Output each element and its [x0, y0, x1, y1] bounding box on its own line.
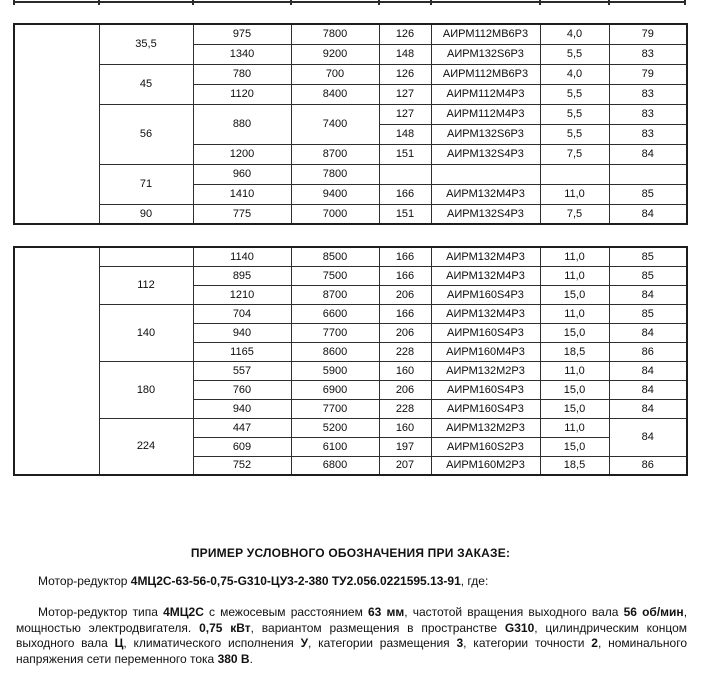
designation-bold-part: 2	[591, 636, 598, 650]
table-cell: АИРМ132S6Р3	[431, 124, 540, 144]
table-cell: 148	[379, 44, 431, 64]
table-cell: 83	[609, 84, 687, 104]
column-tick	[290, 0, 292, 5]
text-run: с межосевым расстоянием	[203, 605, 368, 619]
table-row	[14, 266, 687, 285]
designation-bold-part: 4МЦ2С	[163, 605, 204, 619]
table-row	[14, 361, 687, 380]
table-cell: 228	[379, 342, 431, 361]
table-row	[14, 24, 687, 44]
table-cell: 56	[99, 104, 193, 164]
table-cell: 224	[99, 418, 193, 475]
table-cell: 84	[609, 380, 687, 399]
text-run: , вариантом размещения в пространстве	[250, 620, 505, 635]
table-cell: АИРМ132S4Р3	[431, 204, 540, 224]
table-cell: 940	[193, 399, 291, 418]
table-cell: 206	[379, 285, 431, 304]
table-cell: 447	[193, 418, 291, 437]
table-cell: 166	[379, 304, 431, 323]
text-run: Мотор-редуктор	[38, 574, 131, 588]
table-cell: 1120	[193, 84, 291, 104]
table-cell: 86	[609, 456, 687, 475]
table-cell: 1410	[193, 184, 291, 204]
table-cell: 704	[193, 304, 291, 323]
table-cell: 5,5	[540, 84, 609, 104]
table-row	[14, 64, 687, 84]
table-cell: 11,0	[540, 266, 609, 285]
designation-description-paragraph	[16, 605, 687, 667]
table-cell: АИРМ160S4Р3	[431, 399, 540, 418]
table-cell: 85	[609, 247, 687, 266]
table-cell: АИРМ160М4Р3	[431, 342, 540, 361]
table-cell: 7700	[291, 323, 379, 342]
table-cell-empty	[609, 164, 687, 184]
table-cell: 895	[193, 266, 291, 285]
table-cell-empty	[431, 164, 540, 184]
column-tick	[608, 0, 610, 5]
table-row	[14, 304, 687, 323]
table-cell: АИРМ132М4Р3	[431, 247, 540, 266]
table-cell: 9400	[291, 184, 379, 204]
table-cell: АИРМ132S6Р3	[431, 44, 540, 64]
table-cell: 45	[99, 64, 193, 104]
table-cell: 7,5	[540, 144, 609, 164]
table-cell: 83	[609, 124, 687, 144]
text-run: , категории точности	[463, 636, 592, 650]
table-cell: АИРМ132М2Р3	[431, 418, 540, 437]
table-cell: 197	[379, 437, 431, 456]
table-cell: 975	[193, 24, 291, 44]
column-tick	[13, 0, 15, 5]
table-cell: 6100	[291, 437, 379, 456]
column-tick	[684, 0, 686, 5]
table-cell: 775	[193, 204, 291, 224]
table-cell: 752	[193, 456, 291, 475]
table-cell: 166	[379, 184, 431, 204]
table-cell-empty	[379, 164, 431, 184]
table-cell: 180	[99, 361, 193, 418]
table-cell: АИРМ132М4Р3	[431, 304, 540, 323]
table-cell: 8400	[291, 84, 379, 104]
table-cell: АИРМ132М4Р3	[431, 184, 540, 204]
table-cell: 166	[379, 266, 431, 285]
table-cell: 557	[193, 361, 291, 380]
table-cell: 8700	[291, 144, 379, 164]
table-cell: 11,0	[540, 184, 609, 204]
table-cell: 206	[379, 323, 431, 342]
table-cell: 84	[609, 418, 687, 456]
table-cell: 71	[99, 164, 193, 204]
table-cell: 83	[609, 44, 687, 64]
table-cell-empty	[14, 24, 99, 224]
designation-bold-part: 63 мм	[367, 605, 405, 619]
table-cell-empty	[540, 164, 609, 184]
table-cell: 84	[609, 144, 687, 164]
designation-bold-part: G310	[504, 620, 535, 635]
table-cell: 960	[193, 164, 291, 184]
table-cell: 7000	[291, 204, 379, 224]
table-cell: 940	[193, 323, 291, 342]
table-cell: 780	[193, 64, 291, 84]
table-cell: 1140	[193, 247, 291, 266]
table-cell: АИРМ160S2Р3	[431, 437, 540, 456]
table-cell: 151	[379, 204, 431, 224]
table-cell: 15,0	[540, 437, 609, 456]
table-cell: 5200	[291, 418, 379, 437]
table-cell: АИРМ112МВ6Р3	[431, 24, 540, 44]
table-cell: АИРМ160М2Р3	[431, 456, 540, 475]
table-cell: 1340	[193, 44, 291, 64]
table-row	[14, 418, 687, 437]
table-cell: 4,0	[540, 24, 609, 44]
table-cell-empty	[14, 247, 99, 475]
table-cell: 4,0	[540, 64, 609, 84]
table-cell: АИРМ160S4Р3	[431, 323, 540, 342]
column-tick	[98, 0, 100, 5]
table-cell: 15,0	[540, 285, 609, 304]
table-cell: 79	[609, 24, 687, 44]
table-cell: 85	[609, 184, 687, 204]
table-cell: 228	[379, 399, 431, 418]
table-cell: 15,0	[540, 399, 609, 418]
table-cell: 7400	[291, 104, 379, 144]
table-cell: АИРМ132S4Р3	[431, 144, 540, 164]
text-run: , цилиндрическим концом выходного вала	[16, 620, 687, 650]
table-row	[14, 204, 687, 224]
table-cell: 15,0	[540, 380, 609, 399]
designation-bold-part: 3	[456, 636, 464, 650]
table-cell: 5,5	[540, 124, 609, 144]
table-cell: 84	[609, 285, 687, 304]
table-cell: 126	[379, 64, 431, 84]
text-run: .	[249, 651, 253, 666]
table-cell: 1165	[193, 342, 291, 361]
table-cell: 86	[609, 342, 687, 361]
text-run: , где:	[460, 574, 489, 588]
table-cell: 7800	[291, 164, 379, 184]
table-row	[14, 247, 687, 266]
table-cell: АИРМ112М4Р3	[431, 104, 540, 124]
text-run: , частотой вращения выходного вала	[404, 605, 624, 619]
table-cell: АИРМ160S4Р3	[431, 380, 540, 399]
table-cell: 8500	[291, 247, 379, 266]
designation-bold-part: Ц	[114, 636, 124, 650]
column-tick	[430, 0, 432, 5]
table-cell: 15,0	[540, 323, 609, 342]
table-cell: 760	[193, 380, 291, 399]
table-cell: 11,0	[540, 418, 609, 437]
table-cell: 84	[609, 361, 687, 380]
table-cell: 160	[379, 418, 431, 437]
table-cell: 18,5	[540, 456, 609, 475]
text-run: , мощностью электродвигателя.	[16, 605, 688, 635]
table-cell: 18,5	[540, 342, 609, 361]
designation-bold-part: У	[300, 636, 309, 650]
column-tick	[192, 0, 194, 5]
cut-off-table-edge-line	[13, 1, 686, 3]
table-cell: 880	[193, 104, 291, 144]
table-cell: 112	[99, 266, 193, 304]
table-cell: 79	[609, 64, 687, 84]
motor-reducer-spec-table-lower	[13, 246, 688, 476]
table-cell: 84	[609, 204, 687, 224]
table-cell: 7700	[291, 399, 379, 418]
table-cell: АИРМ112М4Р3	[431, 84, 540, 104]
table-cell: 207	[379, 456, 431, 475]
table-cell: АИРМ112МВ6Р3	[431, 64, 540, 84]
table-cell: 8700	[291, 285, 379, 304]
table-cell: 90	[99, 204, 193, 224]
table-cell: 9200	[291, 44, 379, 64]
table-cell: 160	[379, 361, 431, 380]
motor-reducer-spec-table-upper	[13, 23, 688, 225]
table-cell: 5900	[291, 361, 379, 380]
column-tick	[539, 0, 541, 5]
example-order-heading: ПРИМЕР УСЛОВНОГО ОБОЗНАЧЕНИЯ ПРИ ЗАКАЗЕ:	[190, 546, 511, 560]
table-cell: 11,0	[540, 247, 609, 266]
table-cell: 8600	[291, 342, 379, 361]
table-cell: 151	[379, 144, 431, 164]
table-cell: 6600	[291, 304, 379, 323]
table-cell: 6900	[291, 380, 379, 399]
table-cell: 85	[609, 304, 687, 323]
order-designation-line	[16, 574, 687, 588]
table-cell: 35,5	[99, 24, 193, 64]
table-row	[14, 104, 687, 124]
table-cell: 166	[379, 247, 431, 266]
table-cell: 11,0	[540, 304, 609, 323]
table-cell: 126	[379, 24, 431, 44]
text-run: Мотор-редуктор типа	[38, 605, 164, 619]
table-cell: 5,5	[540, 104, 609, 124]
table-cell: 609	[193, 437, 291, 456]
table-cell-empty	[99, 247, 193, 266]
table-cell: 127	[379, 84, 431, 104]
column-tick	[378, 0, 380, 5]
table-cell: 84	[609, 323, 687, 342]
table-cell: 700	[291, 64, 379, 84]
text-run: , климатического исполнения	[123, 636, 301, 650]
table-cell: 85	[609, 266, 687, 285]
table-cell: 7,5	[540, 204, 609, 224]
table-row	[14, 164, 687, 184]
text-run: , номинального напряжения сети переменного тока	[16, 636, 688, 666]
table-cell: 7800	[291, 24, 379, 44]
table-cell: 6800	[291, 456, 379, 475]
designation-bold-part: 380 В	[217, 651, 250, 666]
table-cell: 5,5	[540, 44, 609, 64]
table-cell: 83	[609, 104, 687, 124]
table-cell: 206	[379, 380, 431, 399]
table-cell: 11,0	[540, 361, 609, 380]
table-cell: АИРМ132М2Р3	[431, 361, 540, 380]
table-cell: АИРМ132М4Р3	[431, 266, 540, 285]
table-cell: 127	[379, 104, 431, 124]
table-cell: АИРМ160S4Р3	[431, 285, 540, 304]
table-cell: 148	[379, 124, 431, 144]
table-cell: 84	[609, 399, 687, 418]
text-run: , категории размещения	[308, 636, 457, 650]
designation-bold-part: 4МЦ2С-63-56-0,75-G310-ЦУ3-2-380 ТУ2.056.0221595.13-91	[130, 574, 461, 588]
designation-bold-part: 56 об/мин	[623, 605, 684, 619]
table-cell: 1210	[193, 285, 291, 304]
table-cell: 7500	[291, 266, 379, 285]
table-cell: 140	[99, 304, 193, 361]
designation-bold-part: 0,75 кВт	[199, 620, 251, 635]
table-cell: 1200	[193, 144, 291, 164]
